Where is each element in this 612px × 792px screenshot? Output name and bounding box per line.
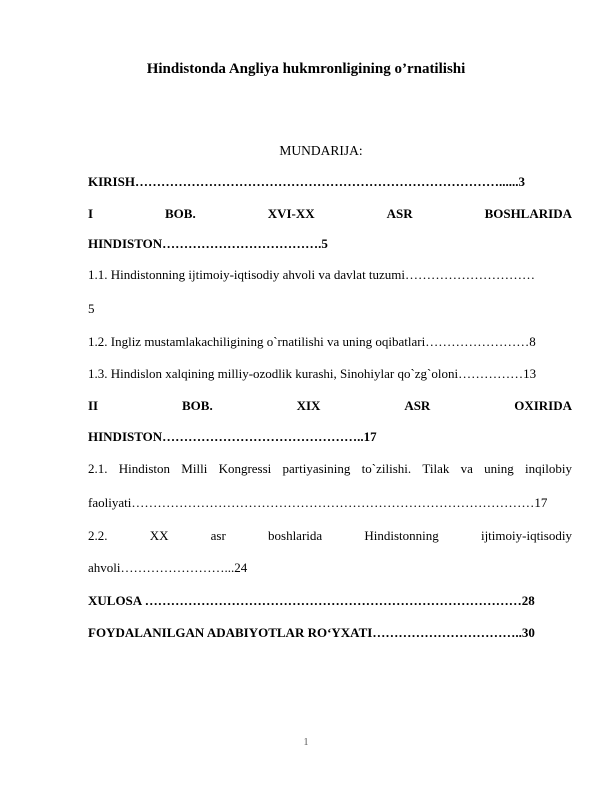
toc-word: II — [88, 398, 99, 413]
toc-word: va — [460, 461, 473, 476]
toc-word: BOB. — [165, 206, 196, 221]
toc-entry-foydalanilgan: FOYDALANILGAN ADABIYOTLAR RO‘YXATI……………………………..30 — [88, 625, 535, 640]
toc-word: OXIRIDA — [514, 398, 572, 413]
document-title: Hindistonda Angliya hukmronligining o’rnatilishi — [146, 61, 466, 77]
toc-word: Hindiston — [118, 461, 171, 476]
toc-word: Hindistonning — [364, 528, 439, 543]
toc-entry-2-2 — [88, 528, 572, 544]
toc-word: 2.1. — [88, 461, 108, 476]
toc-entry-1-3: 1.3. Hindislon xalqining milliy-ozodlik kurashi, Sinohiylar qo`zg`oloni……………13 — [88, 366, 537, 381]
toc-word: inqilobiy — [525, 461, 572, 476]
toc-word: Tilak — [422, 461, 450, 476]
toc-word: ASR — [404, 398, 431, 413]
toc-word: XX — [149, 528, 169, 543]
toc-word: asr — [210, 528, 226, 543]
toc-entry-xulosa: XULOSA ……………………………………………………………………………28 — [88, 593, 535, 608]
toc-word: XVI-XX — [267, 206, 315, 221]
toc-word: BOB. — [182, 398, 213, 413]
toc-word: Milli — [181, 461, 208, 476]
toc-word: Kongressi — [218, 461, 272, 476]
toc-word: XIX — [296, 398, 321, 413]
toc-entry-bob2-cont: HINDISTON………………………………………..17 — [88, 429, 377, 444]
toc-word: to`zilishi. — [361, 461, 412, 476]
toc-entry-1-2: 1.2. Ingliz mustamlakachiligining o`rnatilishi va uning oqibatlari……………………8 — [88, 334, 536, 349]
toc-entry-bob2 — [88, 398, 572, 414]
toc-word: boshlarida — [268, 528, 323, 543]
contents-heading: MUNDARIJA: — [279, 143, 363, 158]
toc-entry-1-1: 1.1. Hindistonning ijtimoiy-iqtisodiy ahvoli va davlat tuzumi………………………… — [88, 267, 536, 282]
page-number: 1 — [303, 737, 309, 748]
toc-entry-2-2-cont: ahvoli……………………...24 — [88, 560, 248, 575]
toc-word: ijtimoiy-iqtisodiy — [480, 528, 572, 543]
toc-entry-1-1-page: 5 — [88, 301, 95, 316]
toc-entry-bob1 — [88, 206, 572, 222]
toc-word: I — [88, 206, 94, 221]
toc-entry-kirish: KIRISH…………………………………………………………………………......3 — [88, 174, 525, 189]
toc-word: ASR — [386, 206, 413, 221]
toc-word: uning — [484, 461, 514, 476]
toc-entry-2-1-cont: faoliyati…………………………………………………………………………………17 — [88, 495, 548, 510]
toc-word: partiyasining — [282, 461, 351, 476]
toc-word: 2.2. — [88, 528, 108, 543]
toc-word: BOSHLARIDA — [484, 206, 572, 221]
toc-entry-2-1 — [88, 461, 572, 477]
toc-entry-bob1-cont: HINDISTON……………………………….5 — [88, 236, 328, 251]
